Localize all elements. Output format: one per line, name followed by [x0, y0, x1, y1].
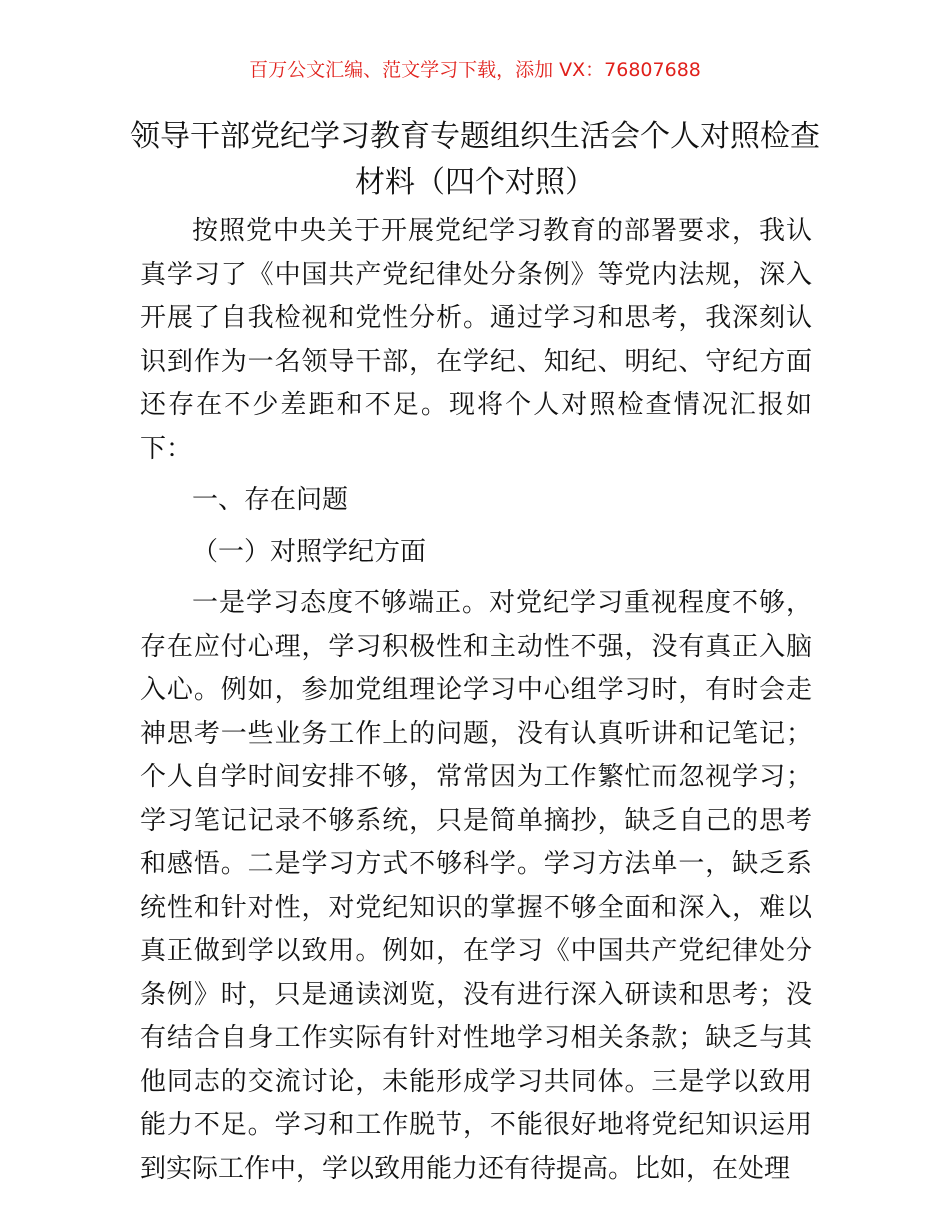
section-heading: 一、存在问题	[192, 485, 349, 515]
body-paragraph: 一是学习态度不够端正。对党纪学习重视程度不够，存在应付心理，学习积极性和主动性不强，没有真正入脑入心。例如，参加党组理论学习中心组学习时，有时会走神思考一些业务工作上的问题，没有认真听讲和记笔记；个人自学时间安排不够，常常因为工作繁忙而忽视学习；学习笔记记录不够系统，只是简单摘抄，缺乏自己的思考和感悟。二是学习方式不够科学。学习方法单一，缺乏系统性和针对性，对党纪知识的掌握不够全面和深入，难以真正做到学以致用。例如，在学习《中国共产党纪律处分条例》时，只是通读浏览，没有进行深入研读和思考；没有结合自身工作实际有针对性地学习相关条款；缺乏与其他同志的交流讨论，未能形成学习共同体。三是学以致用能力不足。学习和工作脱节，不能很好地将党纪知识运用到实际工作中，学以致用能力还有待提高。比如，在处理	[140, 588, 812, 1184]
intro-paragraph: 按照党中央关于开展党纪学习教育的部署要求，我认真学习了《中国共产党纪律处分条例》等党内法规，深入开展了自我检视和党性分析。通过学习和思考，我深刻认识到作为一名领导干部，在学纪、知纪、明纪、守纪方面还存在不少差距和不足。现将个人对照检查情况汇报如下：	[140, 216, 812, 464]
subsection-heading: （一）对照学纪方面	[192, 536, 427, 567]
document-title: 领导干部党纪学习教育专题组织生活会个人对照检查材料（四个对照）	[130, 119, 820, 200]
document-body	[140, 210, 812, 1191]
watermark-banner: 百万公文汇编、范文学习下载，添加 VX：76807688	[249, 59, 701, 81]
